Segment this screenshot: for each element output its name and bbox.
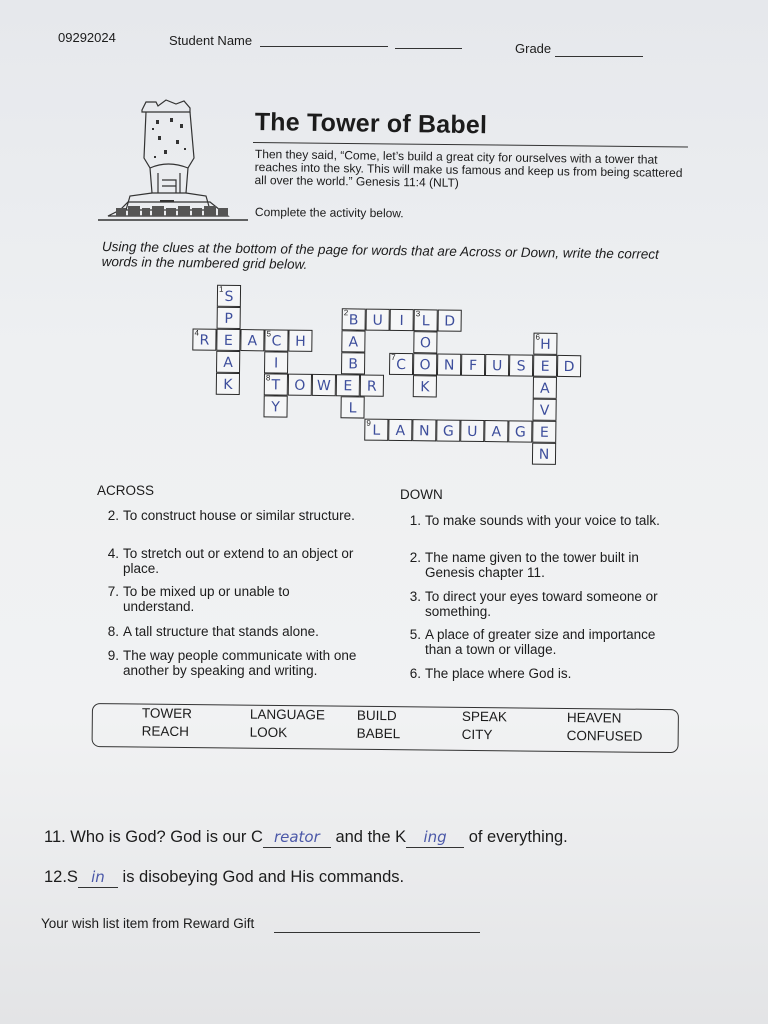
word-bank-item: CITY [461, 726, 493, 743]
crossword-cell[interactable]: A [216, 351, 240, 373]
crossword-cell[interactable]: A [388, 419, 412, 441]
crossword-cell[interactable]: A [484, 420, 508, 442]
crossword-cell[interactable]: W [312, 374, 336, 396]
crossword-cell[interactable]: U [460, 420, 484, 442]
wish-list-label: Your wish list item from Reward Gift [41, 916, 255, 931]
date-code: 09292024 [58, 30, 116, 45]
across-clue: 2. To construct house or similar structure. [107, 508, 355, 523]
word-bank-item: SPEAK [461, 708, 507, 725]
crossword-cell[interactable]: 5 C [264, 329, 288, 351]
student-name-line-2[interactable] [395, 48, 462, 49]
down-clue: 3. To direct your eyes toward someone or something. [409, 589, 658, 619]
word-bank-item: BABEL [356, 725, 401, 742]
across-clue: 9. The way people communicate with one another by speaking and writing. [107, 648, 357, 678]
crossword-cell[interactable]: K [216, 373, 240, 395]
down-clue: 1. To make sounds with your voice to talk. [409, 513, 660, 528]
down-clue: 2. The name given to the tower built in Genesis chapter 11. [409, 550, 639, 580]
answer-king-field[interactable] [406, 828, 464, 848]
student-name-line[interactable] [260, 46, 388, 47]
across-clue: 8. A tall structure that stands alone. [107, 624, 319, 639]
question-11 [44, 828, 568, 848]
grade-label: Grade [515, 41, 552, 56]
crossword-cell[interactable]: K [413, 375, 437, 397]
student-name-label: Student Name [169, 33, 253, 48]
crossword-cell[interactable]: O [413, 331, 437, 353]
across-clue: 7. To be mixed up or unable to understand. [107, 584, 290, 614]
question-12-text-2: is disobeying God and His commands. [117, 868, 405, 886]
crossword-cell[interactable]: D [557, 355, 581, 377]
crossword-cell[interactable]: 4 R [192, 328, 216, 350]
crossword-cell[interactable]: 7 C [389, 353, 413, 375]
crossword-cell[interactable]: N [532, 443, 556, 465]
word-bank-item: HEAVEN [566, 709, 622, 726]
crossword-cell[interactable]: 3 L [414, 309, 438, 331]
crossword-instructions: Using the clues at the bottom of the page for words that are Across or Down, write the correct words in the numbered grid below. [101, 239, 659, 272]
crossword-cell[interactable]: E [216, 329, 240, 351]
crossword-cell[interactable]: 1 S [217, 285, 241, 307]
wish-list-line[interactable] [274, 932, 480, 933]
crossword-cell[interactable]: E [532, 421, 556, 443]
crossword-cell[interactable]: A [533, 377, 557, 399]
crossword-cell[interactable]: U [366, 309, 390, 331]
tower-of-babel-illustration [98, 98, 248, 228]
word-bank-item: LANGUAGE [249, 706, 325, 723]
across-clue: 4. To stretch out or extend to an object or place. [107, 546, 354, 576]
crossword-cell[interactable]: S [509, 354, 533, 376]
question-11-text-2: and the K [330, 828, 407, 846]
question-12-text: 12.S [44, 868, 78, 886]
crossword-cell[interactable]: I [264, 351, 288, 373]
crossword-cell[interactable]: L [340, 396, 364, 418]
down-heading: DOWN [400, 487, 443, 502]
crossword-cell[interactable]: D [438, 309, 462, 331]
down-clue: 5. A place of greater size and importance than a town or village. [409, 627, 656, 657]
page-title: The Tower of Babel [254, 108, 488, 140]
crossword-cell[interactable]: 6 H [533, 333, 557, 355]
crossword-cell[interactable]: 8 T [264, 373, 288, 395]
word-bank-item: BUILD [356, 707, 397, 724]
crossword-cell[interactable]: E [533, 355, 557, 377]
crossword-cell[interactable]: H [288, 330, 312, 352]
question-11-text: 11. Who is God? God is our C [44, 828, 263, 846]
scripture-verse: Then they said, “Come, let’s build a great city for ourselves with a tower that reaches into the sky. This will make us famous and keep us from being scattered all over the world.” Genesis 11:4 (NLT) [254, 147, 683, 190]
crossword-cell[interactable]: 2 B [342, 308, 366, 330]
crossword-cell[interactable]: 9 L [364, 419, 388, 441]
crossword-cell[interactable]: F [461, 354, 485, 376]
down-clue: 6. The place where God is. [409, 666, 572, 681]
word-bank-item: REACH [141, 723, 190, 740]
crossword-cell[interactable]: R [360, 375, 384, 397]
question-11-text-3: of everything. [464, 828, 568, 846]
crossword-cell[interactable]: B [341, 352, 365, 374]
crossword-cell[interactable]: U [485, 354, 509, 376]
crossword-cell[interactable]: N [412, 419, 436, 441]
crossword-cell[interactable]: E [336, 374, 360, 396]
crossword-cell[interactable]: G [508, 420, 532, 442]
crossword-cell[interactable]: V [532, 399, 556, 421]
answer-creator-field[interactable] [263, 828, 331, 848]
word-bank-item: LOOK [249, 724, 288, 741]
crossword-cell[interactable]: A [341, 330, 365, 352]
crossword-cell[interactable]: A [240, 329, 264, 351]
word-bank-item: TOWER [141, 705, 192, 722]
crossword-cell[interactable]: P [217, 307, 241, 329]
across-heading: ACROSS [97, 483, 155, 498]
crossword-cell[interactable]: G [436, 419, 460, 441]
crossword-cell[interactable]: O [413, 353, 437, 375]
word-bank-item: CONFUSED [566, 727, 643, 744]
answer-sin: in [91, 868, 105, 886]
answer-creator: reator [273, 828, 320, 846]
question-12 [44, 868, 404, 888]
complete-instruction: Complete the activity below. [254, 205, 404, 221]
crossword-cell[interactable]: O [288, 374, 312, 396]
word-bank [92, 703, 679, 753]
crossword-cell[interactable]: I [390, 309, 414, 331]
title-underline [253, 142, 688, 148]
crossword-cell[interactable]: Y [263, 395, 287, 417]
answer-king: ing [423, 828, 447, 846]
crossword-cell[interactable]: N [437, 353, 461, 375]
answer-sin-field[interactable] [78, 868, 118, 888]
grade-line[interactable] [555, 56, 643, 57]
